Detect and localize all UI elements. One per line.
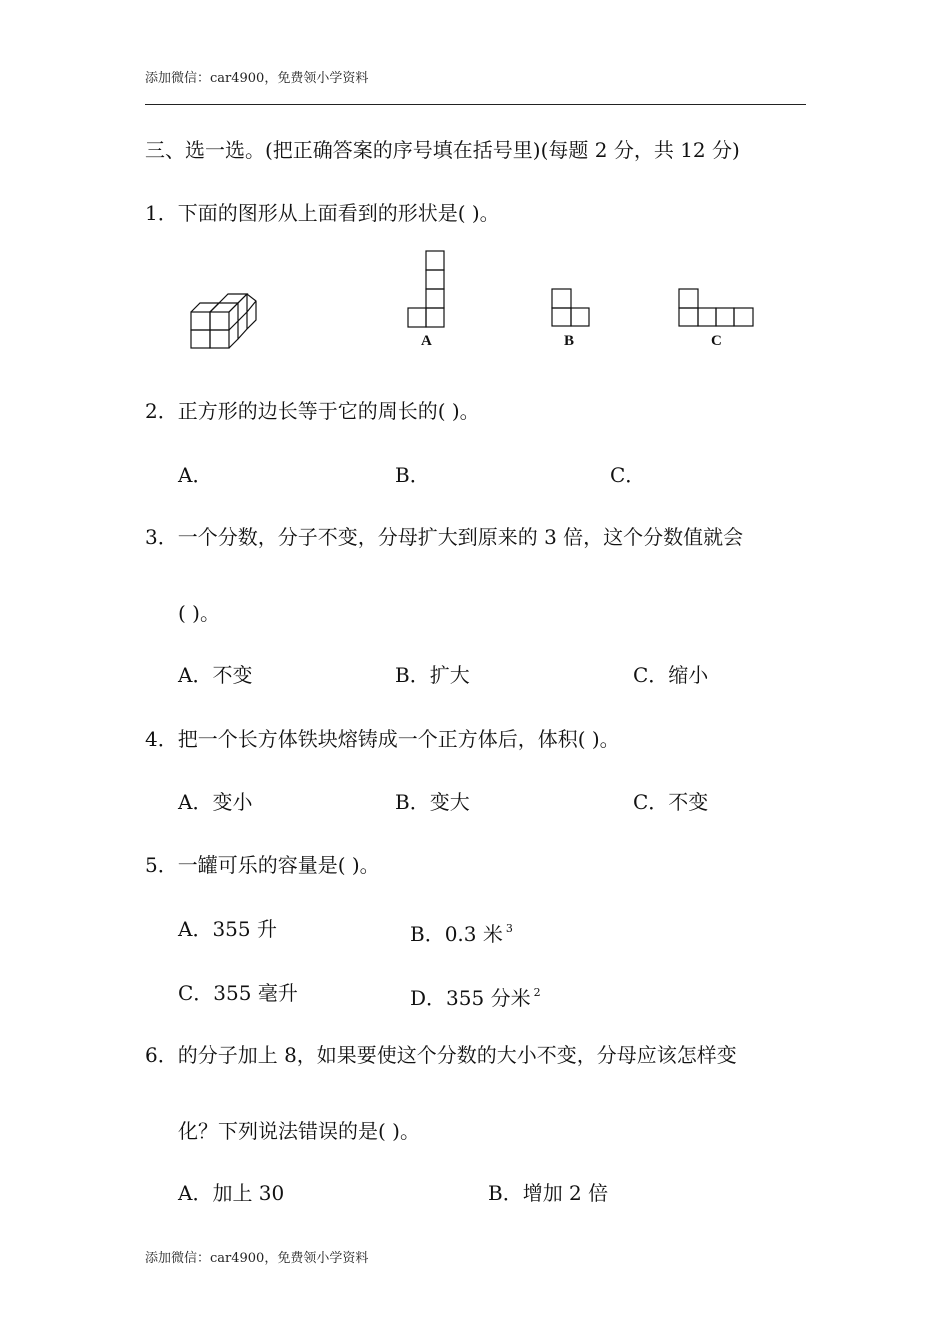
view-b-label: B bbox=[564, 333, 575, 349]
question-2-text: 2．正方形的边长等于它的周长的( )。 bbox=[145, 399, 480, 423]
q5-option-b-exponent: 3 bbox=[505, 922, 513, 935]
solid-figure bbox=[190, 298, 260, 350]
page-header: 添加微信：car4900，免费领小学资料 bbox=[145, 71, 369, 86]
q6-option-a: A．加上 30 bbox=[178, 1181, 285, 1205]
question-6-line-2: 化？下列说法错误的是( )。 bbox=[178, 1119, 420, 1143]
q5-option-a: A．355 升 bbox=[178, 917, 277, 941]
q5-option-b-text: B．0.3 米 bbox=[410, 922, 503, 946]
q3-option-a: A．不变 bbox=[178, 663, 253, 687]
q5-option-d bbox=[410, 981, 541, 1010]
q4-option-a: A．变小 bbox=[178, 790, 253, 814]
header-divider bbox=[145, 104, 806, 105]
q5-option-d-text: D．355 分米 bbox=[410, 986, 531, 1010]
section-title: 三、选一选。(把正确答案的序号填在括号里)(每题 2 分，共 12 分) bbox=[145, 138, 740, 162]
q3-option-c: C．缩小 bbox=[633, 663, 709, 687]
view-c-figure bbox=[678, 288, 756, 328]
question-1-text: 1．下面的图形从上面看到的形状是( )。 bbox=[145, 201, 500, 225]
q6-option-b: B．增加 2 倍 bbox=[488, 1181, 609, 1205]
q5-option-c: C．355 毫升 bbox=[178, 981, 298, 1005]
question-3-line-2: ( )。 bbox=[178, 601, 220, 625]
question-5-text: 5．一罐可乐的容量是( )。 bbox=[145, 853, 380, 877]
view-a-label: A bbox=[421, 333, 432, 349]
q2-option-c: C． bbox=[610, 463, 646, 487]
q2-option-a: A． bbox=[178, 463, 213, 487]
view-b-figure bbox=[551, 288, 591, 328]
q4-option-c: C．不变 bbox=[633, 790, 709, 814]
page-footer: 添加微信：car4900，免费领小学资料 bbox=[145, 1251, 369, 1266]
q2-option-b: B． bbox=[395, 463, 430, 487]
q5-option-d-exponent: 2 bbox=[533, 986, 541, 999]
q4-option-b: B．变大 bbox=[395, 790, 470, 814]
view-c-label: C bbox=[711, 333, 722, 349]
view-a-figure bbox=[407, 250, 447, 328]
question-4-text: 4．把一个长方体铁块熔铸成一个正方体后，体积( )。 bbox=[145, 727, 620, 751]
q3-option-b: B．扩大 bbox=[395, 663, 470, 687]
question-3-line-1: 3．一个分数，分子不变，分母扩大到原来的 3 倍，这个分数值就会 bbox=[145, 525, 744, 549]
q5-option-b bbox=[410, 917, 513, 946]
question-6-line-1: 6．的分子加上 8，如果要使这个分数的大小不变，分母应该怎样变 bbox=[145, 1043, 737, 1067]
